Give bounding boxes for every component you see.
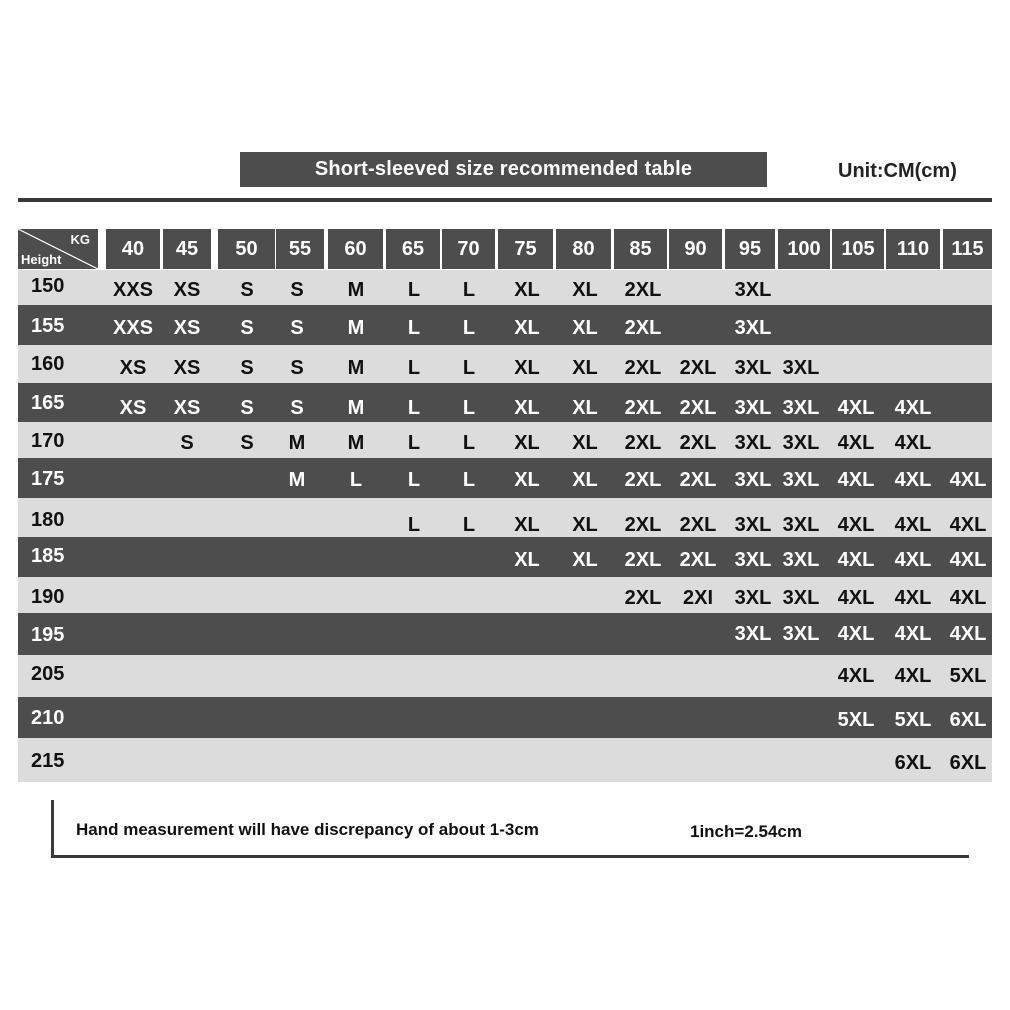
table-row-height-215 [18, 738, 992, 782]
size-cell: M [347, 279, 365, 301]
weight-header-80: 80 [556, 229, 611, 269]
size-cell: L [462, 357, 476, 379]
size-cell: XL [514, 279, 540, 301]
size-cell: 3XL [782, 549, 820, 571]
size-cell: XL [572, 317, 598, 339]
size-cell: XL [514, 397, 540, 419]
size-cell: 2XL [624, 357, 662, 379]
height-label: 190 [31, 586, 65, 608]
weight-header-90: 90 [669, 229, 722, 269]
size-cell: 4XL [949, 549, 987, 571]
size-cell: L [407, 432, 421, 454]
size-cell: 3XL [734, 514, 772, 536]
size-cell: XL [572, 469, 598, 491]
size-cell: XL [572, 279, 598, 301]
size-cell: 2XI [682, 587, 714, 609]
measurement-note: Hand measurement will have discrepancy of about 1-3cm [76, 820, 539, 839]
table-row-height-210 [18, 697, 992, 738]
size-cell: M [288, 432, 306, 454]
size-cell: 6XL [949, 709, 987, 731]
size-cell: S [290, 279, 304, 301]
size-cell: XL [514, 357, 540, 379]
size-cell: 3XL [734, 317, 772, 339]
size-cell: XXS [112, 317, 154, 339]
size-cell: 3XL [734, 469, 772, 491]
size-cell: XL [514, 317, 540, 339]
table-row-height-195 [18, 613, 992, 655]
size-cell: 6XL [949, 752, 987, 774]
size-cell: XL [514, 549, 540, 571]
top-divider [18, 198, 992, 202]
size-cell: 3XL [782, 432, 820, 454]
size-cell: S [240, 317, 254, 339]
size-cell: L [407, 279, 421, 301]
weight-header-60: 60 [328, 229, 383, 269]
size-cell: S [240, 279, 254, 301]
height-label: 210 [31, 707, 65, 729]
size-cell: 2XL [624, 587, 662, 609]
size-cell: XS [173, 397, 201, 419]
table-row-height-155 [18, 305, 992, 345]
table-row-height-190 [18, 577, 992, 613]
height-label: 165 [31, 392, 65, 414]
size-cell: 4XL [894, 469, 932, 491]
size-cell: M [288, 469, 306, 491]
size-cell: M [347, 357, 365, 379]
weight-header-45: 45 [163, 229, 211, 269]
height-label: 180 [31, 509, 65, 531]
size-cell: 4XL [837, 587, 875, 609]
size-cell: 3XL [782, 587, 820, 609]
size-cell: 4XL [837, 469, 875, 491]
size-cell: XL [572, 432, 598, 454]
size-cell: L [407, 514, 421, 536]
size-cell: 4XL [894, 514, 932, 536]
size-cell: XL [572, 397, 598, 419]
height-label: 150 [31, 275, 65, 297]
inch-conversion-note: 1inch=2.54cm [690, 822, 802, 841]
weight-header-50: 50 [218, 229, 275, 269]
table-row-height-180 [18, 498, 992, 537]
height-label: 175 [31, 468, 65, 490]
size-cell: 3XL [734, 587, 772, 609]
size-cell: 3XL [734, 549, 772, 571]
corner-kg-label: KG [70, 232, 90, 247]
height-label: 185 [31, 545, 65, 567]
table-row-height-150 [18, 270, 992, 305]
size-cell: 3XL [734, 397, 772, 419]
table-row-height-175 [18, 458, 992, 498]
height-label: 160 [31, 353, 65, 375]
size-cell: L [462, 514, 476, 536]
size-cell: 3XL [734, 432, 772, 454]
weight-header-115: 115 [943, 229, 992, 269]
weight-header-95: 95 [725, 229, 775, 269]
weight-header-105: 105 [832, 229, 884, 269]
size-cell: L [462, 469, 476, 491]
size-cell: L [407, 357, 421, 379]
size-cell: 5XL [894, 709, 932, 731]
size-cell: 3XL [782, 469, 820, 491]
size-cell: M [347, 397, 365, 419]
weight-header-100: 100 [778, 229, 830, 269]
table-row-height-165 [18, 383, 992, 422]
size-cell: S [240, 397, 254, 419]
size-cell: 5XL [837, 709, 875, 731]
size-cell: 4XL [949, 623, 987, 645]
size-cell: XL [514, 469, 540, 491]
size-cell: 6XL [894, 752, 932, 774]
size-cell: 2XL [679, 397, 717, 419]
weight-header-40: 40 [106, 229, 160, 269]
unit-label: Unit:CM(cm) [838, 160, 957, 182]
size-cell: 4XL [949, 469, 987, 491]
weight-header-75: 75 [498, 229, 553, 269]
size-cell: M [347, 432, 365, 454]
size-cell: 3XL [782, 623, 820, 645]
size-cell: S [290, 397, 304, 419]
size-cell: 2XL [624, 279, 662, 301]
size-cell: S [240, 432, 254, 454]
size-cell: L [349, 469, 363, 491]
size-cell: 4XL [894, 397, 932, 419]
size-cell: 4XL [949, 587, 987, 609]
size-cell: L [407, 469, 421, 491]
size-cell: 4XL [837, 432, 875, 454]
weight-header-65: 65 [386, 229, 440, 269]
size-cell: XXS [112, 279, 154, 301]
table-row-height-205 [18, 655, 992, 697]
size-cell: 4XL [894, 665, 932, 687]
size-cell: 2XL [624, 514, 662, 536]
size-cell: 4XL [837, 623, 875, 645]
size-cell: 2XL [679, 549, 717, 571]
size-cell: XL [514, 432, 540, 454]
size-cell: XS [119, 397, 147, 419]
size-cell: XS [173, 317, 201, 339]
size-cell: 2XL [679, 357, 717, 379]
table-title: Short-sleeved size recommended table [240, 152, 767, 187]
size-cell: S [290, 357, 304, 379]
height-label: 205 [31, 663, 65, 685]
size-cell: 4XL [894, 623, 932, 645]
size-cell: XS [173, 357, 201, 379]
size-cell: 4XL [894, 432, 932, 454]
size-cell: 5XL [949, 665, 987, 687]
size-cell: XL [572, 549, 598, 571]
footer-bottom-rule [51, 855, 969, 858]
corner-header [18, 229, 98, 269]
size-cell: 2XL [624, 432, 662, 454]
size-cell: XS [173, 279, 201, 301]
size-cell: 2XL [679, 469, 717, 491]
size-cell: 2XL [624, 549, 662, 571]
size-cell: L [462, 317, 476, 339]
weight-header-85: 85 [614, 229, 667, 269]
size-cell: 3XL [782, 514, 820, 536]
size-cell: 4XL [837, 514, 875, 536]
size-cell: 2XL [679, 432, 717, 454]
table-row-height-170 [18, 422, 992, 458]
footer-left-rule [51, 800, 54, 858]
height-label: 195 [31, 624, 65, 646]
size-cell: XS [119, 357, 147, 379]
size-cell: 4XL [949, 514, 987, 536]
size-cell: S [180, 432, 194, 454]
size-cell: 4XL [837, 397, 875, 419]
corner-height-label: Height [21, 252, 62, 267]
table-row-height-185 [18, 537, 992, 577]
size-cell: 2XL [679, 514, 717, 536]
weight-header-110: 110 [886, 229, 940, 269]
size-cell: L [407, 317, 421, 339]
size-cell: M [347, 317, 365, 339]
height-label: 170 [31, 430, 65, 452]
size-cell: 3XL [782, 397, 820, 419]
weight-header-70: 70 [442, 229, 495, 269]
size-cell: 4XL [837, 549, 875, 571]
size-cell: 2XL [624, 317, 662, 339]
size-cell: S [240, 357, 254, 379]
size-cell: 2XL [624, 469, 662, 491]
size-cell: L [407, 397, 421, 419]
size-cell: 2XL [624, 397, 662, 419]
size-cell: 4XL [837, 665, 875, 687]
height-label: 215 [31, 750, 65, 772]
size-cell: 3XL [734, 279, 772, 301]
size-cell: L [462, 279, 476, 301]
size-cell: 4XL [894, 549, 932, 571]
size-cell: 3XL [734, 357, 772, 379]
height-label: 155 [31, 315, 65, 337]
size-cell: 3XL [734, 623, 772, 645]
table-row-height-160 [18, 345, 992, 383]
size-cell: 4XL [894, 587, 932, 609]
size-cell: L [462, 432, 476, 454]
weight-header-55: 55 [276, 229, 324, 269]
size-cell: L [462, 397, 476, 419]
size-cell: 3XL [782, 357, 820, 379]
size-cell: XL [572, 357, 598, 379]
size-cell: XL [514, 514, 540, 536]
size-cell: XL [572, 514, 598, 536]
size-cell: S [290, 317, 304, 339]
